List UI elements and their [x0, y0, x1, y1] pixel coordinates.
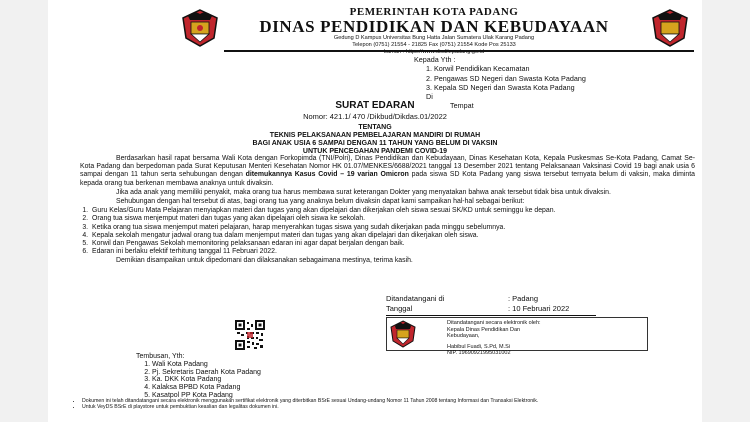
department-emblem-icon — [650, 8, 690, 48]
letter-number: Nomor: 421.1/ 470 /Dikbud/Dikdas.01/2022 — [303, 112, 447, 121]
cc-item: 2. Pj. Sekretaris Daerah Kota Padang — [152, 369, 261, 377]
addressee-item: 3. Kepala SD Negeri dan Swasta Kota Padang — [426, 82, 575, 92]
body-paragraph — [80, 155, 695, 188]
signed-at-label: Ditandatangani di — [386, 294, 445, 303]
cc-item: 4. Kalaksa BPBD Kota Padang — [152, 384, 261, 392]
body-paragraph: Sehubungan dengan hal tersebut di atas, bagi orang tua yang anaknya belum divaksin dapat kami sampaikan hal-hal sebagai berikut: — [116, 198, 525, 206]
cc-label: Tembusan, Yth: — [136, 353, 185, 360]
electronic-signature-box — [386, 317, 648, 356]
closing-text: Demikian disampaikan untuk dipedomani dan dilaksanakan sebagaimana mestinya, terima kasih. — [116, 257, 413, 265]
cc-item: 1. Wali Kota Padang — [152, 361, 261, 369]
right-margin — [702, 0, 750, 422]
footer-note: • Untuk VeyDS BSrE di playstore untuk pembuktian keaslian dan legalitas dokumen ini. — [82, 404, 697, 410]
subject-line: TEKNIS PELAKSANAAN PEMBELAJARAN MANDIRI DI RUMAH — [269, 132, 481, 139]
subject-line: UNTUK PENCEGAHAN PANDEMI COVID-19 — [302, 148, 448, 155]
addressee-item: 1. Korwil Pendidikan Kecamatan — [426, 64, 530, 74]
government-name: PEMERINTAH KOTA PADANG — [349, 6, 519, 18]
list-item: 2. Orang tua siswa menjemput materi dan tugas yang akan dipelajari oleh siswa ke sekolah. — [90, 215, 695, 223]
letterhead-text — [224, 6, 644, 56]
department-seal-icon — [389, 320, 417, 348]
date-value: : 10 Februari 2022 — [508, 304, 570, 313]
subject-label: TENTANG — [358, 124, 392, 131]
signing-info — [386, 294, 596, 316]
paragraph-text: pada siswa SD Kota Padang yang siswa tersebut ternyata belum di vaksin, maka diminta kepada orang tua berkenan membawa anaknya untuk divaksin. — [80, 171, 695, 187]
list-item: 1. Guru Kelas/Guru Mata Pelajaran menyiapkan materi dan tugas yang akan dipelajari dan dikerjakan oleh siswa sesuai SK/KD untuk seminggu ke depan. — [90, 207, 695, 215]
addressee-di: Di — [426, 92, 433, 102]
signed-at-value: : Padang — [508, 294, 539, 303]
letterhead-rule — [224, 50, 694, 52]
cc-block — [136, 353, 261, 400]
signer-position: Kepala Dinas Pendidikan Dan — [447, 326, 521, 333]
address-line-1: Gedung D Kampus Universitas Bung Hatta Jalan Sumatera Ulak Karang Padang — [333, 35, 535, 41]
left-margin — [0, 0, 48, 422]
document-footer — [72, 398, 697, 410]
letter-subject — [48, 124, 702, 156]
department-name: DINAS PENDIDIKAN DAN KEBUDAYAAN — [259, 17, 609, 36]
address-line-2: Telepon (0751) 21554 - 21825 Fax (0751) 21554 Kode Pos 25133 — [352, 42, 516, 48]
qr-code-icon — [235, 320, 265, 350]
list-item: 4. Kepala sekolah mengatur jadwal orang tua dalam menjemput materi dan tugas yang akan dipelajari dan dikerjakan oleh siswa. — [90, 232, 695, 240]
letter-body — [80, 155, 695, 266]
list-item: 5. Korwil dan Pengawas Sekolah memonitoring pelaksanaan edaran ini agar dapat berjalan dengan baik. — [90, 240, 695, 248]
cc-list — [152, 361, 261, 400]
signer-position: Kebudayaan, — [447, 333, 480, 339]
signature-text — [447, 320, 541, 357]
document-page — [48, 0, 702, 422]
list-item: 6. Edaran ini berlaku efektif terhitung tanggal 11 Februari 2022. — [90, 248, 695, 256]
highlight-text: ditemukannya Kasus Covid – 19 varian Omicron — [245, 171, 409, 179]
addressee-label: Kepada Yth : — [414, 55, 456, 64]
signer-name: Habibul Fuadi, S.Pd, M.Si — [447, 343, 510, 350]
subject-line: BAGI ANAK USIA 6 SAMPAI DENGAN 11 TAHUN YANG BELUM DI VAKSIN — [252, 140, 498, 147]
addressee-tempat: Tempat — [450, 101, 474, 111]
signer-nip: NIP. 19690921995031002 — [447, 350, 511, 356]
letterhead — [48, 4, 702, 55]
city-emblem-icon — [180, 8, 220, 48]
paragraph-text: Berdasarkan hasil rapat bersama Wali Kota dengan Forkopimda (TNI/Polri), Dinas Pendidikan dan Kebudayaan, Dinas Kesehatan Kota, Kepala Puskesmas Se-Kota Padang, Camat Se-Kota Padang dan berpedoman pada Surat Keputusan Menteri Kesehatan Nomor HK 01.07/MENKES/6688/2021 tanggal 13 Desember 2021 tentang Pelaksanaan Vaksinasi Covid 19 bagi anak usia 6 sampai dengan 11 tahun serta sehubungan dengan — [80, 155, 695, 179]
cc-item: 3. Ka. DKK Kota Padang — [152, 376, 261, 384]
cc-item: 5. Kasatpol PP Kota Padang — [152, 392, 261, 400]
letter-title: SURAT EDARAN — [335, 100, 415, 111]
list-item: 3. Ketika orang tua siswa menjemput materi pelajaran, harap menyerahkan tugas siswa yang sudah dikerjakan pada minggu sebelumnya. — [90, 224, 695, 232]
signing-divider — [386, 315, 596, 316]
signature-note: Ditandatangani secara elektronik oleh: — [447, 320, 541, 326]
body-paragraph: Jika ada anak yang memiliki penyakit, maka orang tua harus membawa surat keterangan Dokter yang menyatakan bahwa anak tersebut tidak bisa untuk divaksin. — [116, 188, 611, 196]
instruction-list — [90, 207, 695, 256]
website-line: Laman : https://www.disdik.padang.go.id — [383, 49, 485, 55]
date-label: Tanggal — [386, 304, 413, 313]
addressee-item: 2. Pengawas SD Negeri dan Swasta Kota Padang — [426, 73, 586, 83]
footer-note: • Dokumen ini telah ditandatangani secara elektronik menggunakan sertifikat elektronik yang diterbitkan BSrE sesuai Undang-undang Nomor 11 Tahun 2008 tentang Informasi dan Transaksi Elektronik. — [82, 398, 697, 404]
